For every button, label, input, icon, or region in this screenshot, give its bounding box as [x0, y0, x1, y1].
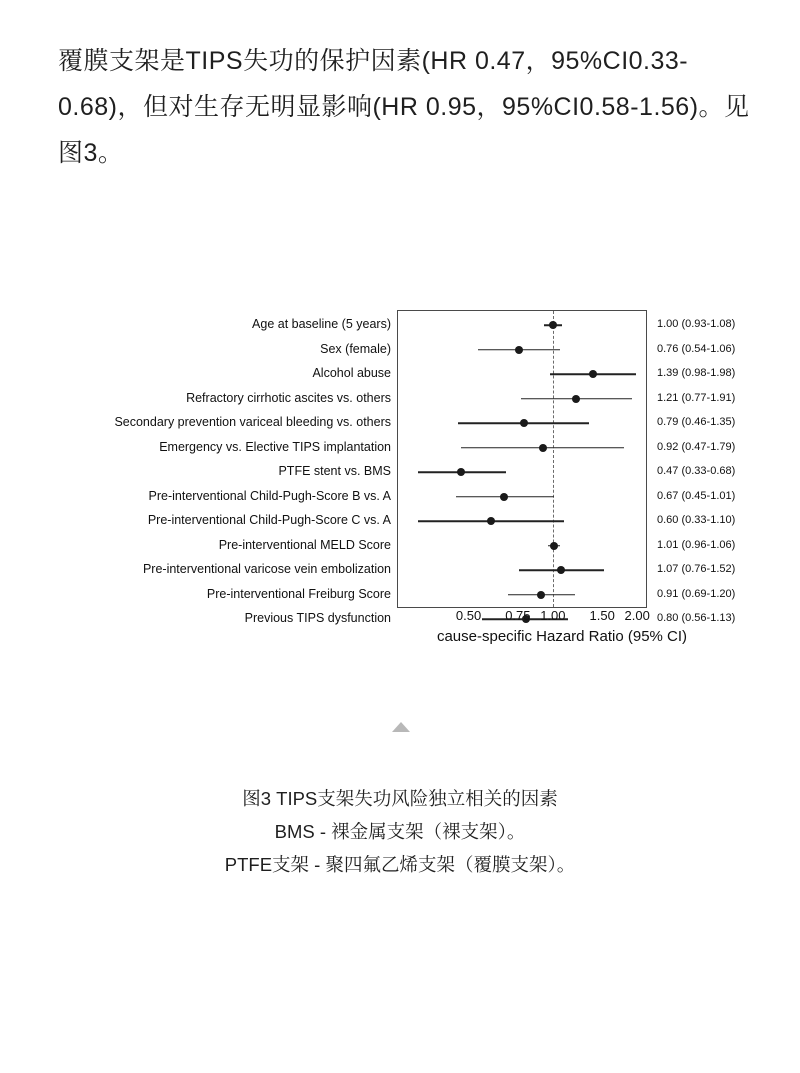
forest-plot-panel — [397, 310, 647, 608]
forest-plot-row-label: Refractory cirrhotic ascites vs. others — [186, 390, 391, 405]
forest-plot-row — [398, 436, 646, 461]
forest-plot-estimate-label: 1.01 (0.96-1.06) — [657, 538, 736, 551]
forest-plot-row-label: Sex (female) — [320, 341, 391, 356]
forest-plot-row-label: Age at baseline (5 years) — [252, 317, 391, 331]
forest-plot-row-label: Emergency vs. Elective TIPS implantation — [159, 439, 391, 454]
hazard-ratio-point — [537, 591, 545, 599]
forest-plot-row-label: Pre-interventional varicose vein embolization — [142, 562, 391, 576]
forest-plot-estimate-label: 0.79 (0.46-1.35) — [657, 416, 736, 428]
x-axis-tick-label: 2.00 — [624, 608, 650, 623]
article-paragraph: 覆膜支架是TIPS失功的保护因素(HR 0.47，95%CI0.33-0.68)，但对生存无明显影响(HR 0.95，95%CI0.58-1.56)。见图3。 — [58, 47, 750, 167]
hazard-ratio-point — [557, 566, 565, 574]
x-axis-tick-label: 1.50 — [589, 608, 615, 623]
hazard-ratio-point — [550, 542, 558, 550]
hazard-ratio-point — [572, 395, 580, 403]
forest-plot-estimate-label: 1.39 (0.98-1.98) — [657, 367, 736, 379]
figure-caption-line-2: BMS - 裸金属支架（裸支架）。 — [274, 821, 526, 842]
x-axis-tick-label: 0.75 — [505, 608, 531, 623]
forest-plot-row-label: PTFE stent vs. BMS — [278, 464, 391, 478]
forest-plot-row-label: Alcohol abuse — [312, 366, 391, 380]
hazard-ratio-point — [589, 370, 597, 378]
forest-plot-estimate-label: 0.60 (0.33-1.10) — [657, 514, 736, 526]
forest-plot-row — [398, 387, 646, 412]
forest-plot-estimate-labels — [657, 312, 777, 631]
hazard-ratio-point — [500, 493, 508, 501]
hazard-ratio-point — [515, 346, 523, 354]
forest-plot-panel-inner — [398, 311, 646, 607]
forest-plot-row — [398, 460, 646, 485]
forest-plot-row — [398, 411, 646, 436]
forest-plot — [60, 300, 750, 660]
forest-plot-estimate-label: 0.76 (0.54-1.06) — [657, 342, 736, 355]
forest-plot-row-labels — [60, 312, 397, 631]
forest-plot-estimate-label: 0.47 (0.33-0.68) — [657, 465, 736, 477]
forest-plot-row-label: Secondary prevention variceal bleeding vs. others — [114, 415, 391, 429]
hazard-ratio-point — [520, 419, 528, 427]
forest-plot-row-label: Pre-interventional Child-Pugh-Score B vs. A — [148, 488, 391, 503]
figure-caption-line-3: PTFE支架 - 聚四氟乙烯支架（覆膜支架）。 — [224, 854, 576, 875]
x-axis-ticks — [397, 608, 650, 626]
forest-plot-row — [398, 534, 646, 559]
forest-plot-row-label: Previous TIPS dysfunction — [244, 611, 391, 625]
forest-plot-estimate-label: 0.92 (0.47-1.79) — [657, 440, 736, 453]
hazard-ratio-point — [539, 444, 547, 452]
forest-plot-estimate-label: 0.91 (0.69-1.20) — [657, 587, 736, 600]
forest-plot-row-label: Pre-interventional Freiburg Score — [206, 586, 391, 601]
hazard-ratio-point — [457, 468, 465, 476]
x-axis-title: cause-specific Hazard Ratio (95% CI) — [436, 628, 688, 645]
forest-plot-row — [398, 313, 646, 338]
hazard-ratio-point — [549, 321, 557, 329]
forest-plot-row — [398, 583, 646, 608]
forest-plot-row — [398, 509, 646, 534]
forest-plot-row — [398, 362, 646, 387]
forest-plot-row-label: Pre-interventional MELD Score — [218, 537, 391, 552]
x-axis-tick-label: 0.50 — [455, 608, 482, 623]
x-axis-tick-label: 1.00 — [540, 608, 566, 623]
forest-plot-estimate-label: 0.80 (0.56-1.13) — [657, 612, 736, 624]
forest-plot-row-label: Pre-interventional Child-Pugh-Score C vs. A — [147, 513, 391, 527]
figure-caption-line-1: 图3 TIPS支架失功风险独立相关的因素 — [242, 788, 558, 809]
forest-plot-estimate-label: 0.67 (0.45-1.01) — [657, 489, 736, 502]
forest-plot-row — [398, 485, 646, 510]
forest-plot-figure — [0, 300, 800, 670]
figure-caption — [0, 782, 800, 881]
forest-plot-estimate-label: 1.07 (0.76-1.52) — [657, 563, 736, 575]
forest-plot-row — [398, 338, 646, 363]
forest-plot-estimate-label: 1.00 (0.93-1.08) — [657, 318, 736, 330]
hazard-ratio-point — [487, 517, 495, 525]
scroll-up-arrow-icon[interactable] — [392, 722, 410, 732]
forest-plot-row — [398, 558, 646, 583]
forest-plot-estimate-label: 1.21 (0.77-1.91) — [657, 391, 736, 404]
